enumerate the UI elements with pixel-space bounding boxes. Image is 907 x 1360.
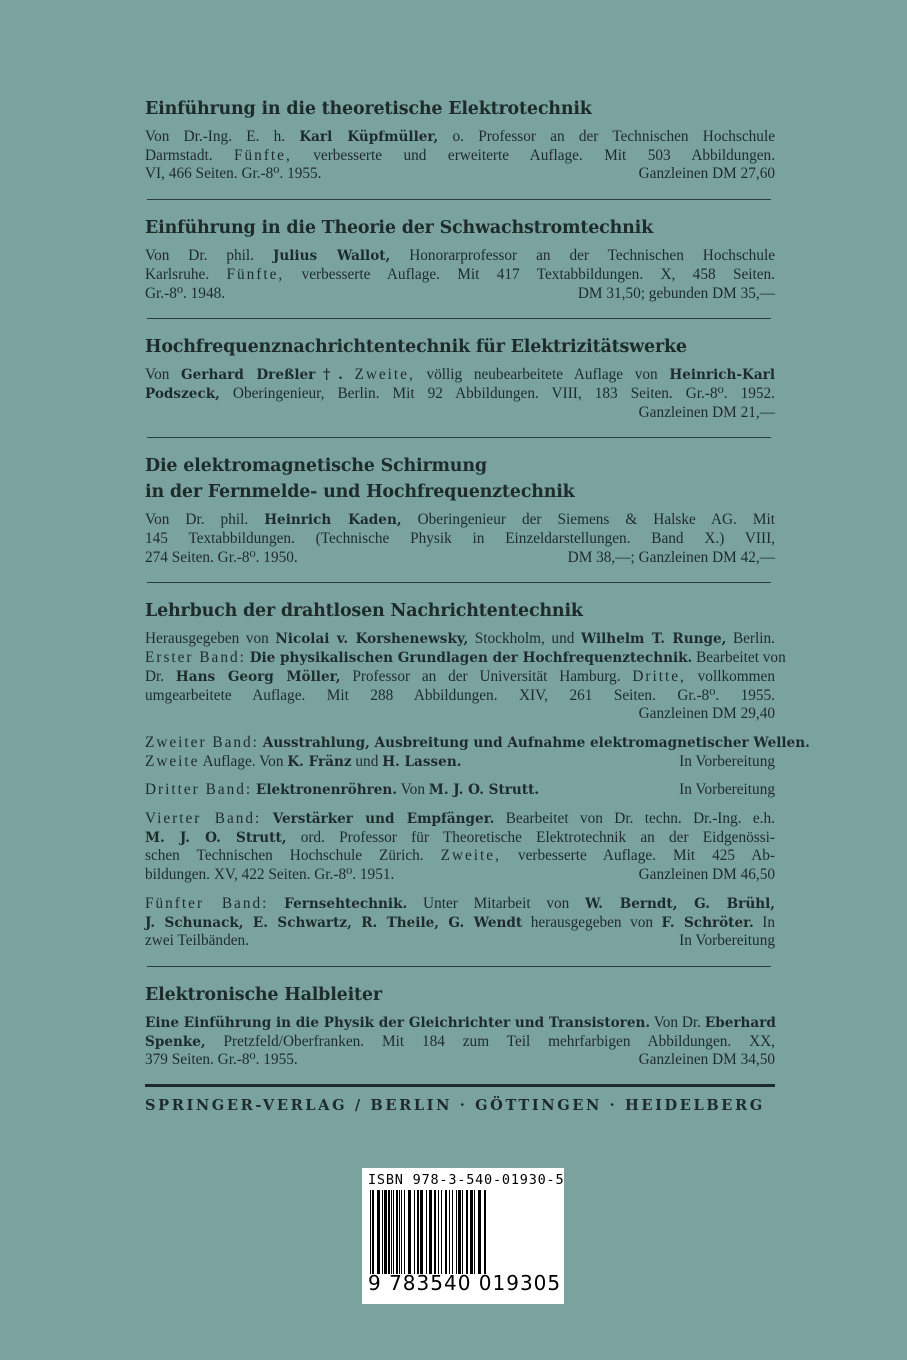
text: o. Professor an der Technischen Hochschule [452,128,775,145]
author-name: Karl Küpfmüller, [299,129,439,145]
text: In [762,913,776,931]
barcode-bar [370,1190,371,1274]
barcode-bars [368,1190,558,1274]
text: völlig neubearbeitete Auflage von [426,366,658,384]
volume-3 [145,781,775,800]
book-title: Die elektromagnetische Schirmung [145,456,487,477]
text: 274 Seiten. Gr.-8⁰. 1950. [145,548,298,566]
text: Herausgegeben von [145,630,269,648]
text: Von [145,366,170,384]
text: Von Dr.-Ing. E. h. [145,128,286,145]
volume-label: Erster Band: [145,649,246,667]
book-entry-lehrbuch [145,598,810,951]
text: Darmstadt. [145,146,213,164]
author-name: Julius Wallot, [272,248,391,265]
author-name: Eberhard [704,1014,776,1031]
volume-title: Verstärker und Empfänger. [272,811,495,828]
book-entry-wallot [145,215,775,303]
barcode-bar [434,1190,436,1274]
barcode-bar [404,1190,405,1274]
divider [147,582,771,583]
author-name: F. Schröter. [661,914,754,931]
barcode-bar [393,1190,394,1274]
barcode-digits: 9 783540 019305 [368,1271,562,1295]
status: In Vorbereitung [679,752,775,770]
barcode-bar [445,1190,447,1274]
text: Von Dr. [653,1013,702,1031]
author-name: Hans Georg Möller, [175,668,341,685]
text: Gr.-8⁰. 1948. [145,284,226,302]
publisher-rule [145,1084,775,1087]
barcode-bar [470,1190,473,1274]
author-name: J. Schunack, E. Schwartz, R. Theile, G. Wendt [145,914,523,931]
barcode-bar [372,1190,374,1274]
barcode-bar [384,1190,387,1274]
divider [147,437,771,438]
book-title: Einführung in die Theorie der Schwachstromtechnik [145,218,654,239]
text: Dr. [145,667,165,685]
divider [147,318,771,319]
barcode-bar [417,1190,419,1274]
text: Unter Mitarbeit von [423,894,570,912]
text: 379 Seiten. Gr.-8⁰. 1955. [145,1051,298,1069]
volume-label: Vierter Band: [145,810,262,828]
volume-2 [145,733,810,771]
text: vollkommen [697,667,775,685]
barcode-bar [466,1190,468,1274]
text: Auflage. Von [202,752,284,770]
volume-title: Ausstrahlung, Ausbreitung und Aufnahme elektromagnetischer Wellen. [262,734,810,751]
text: Von Dr. phil. [145,511,249,529]
text: Von [400,781,425,799]
price: DM 31,50; gebunden DM 35,— [577,284,775,302]
book-list [145,96,810,1115]
book-title: Einführung in die theoretische Elektrotechnik [145,99,592,119]
isbn-label: ISBN 978-3-540-01930-5 [368,1172,565,1188]
book-description [145,1014,775,1070]
book-entry-kaden [145,453,775,567]
edition-label: Dritte, [632,667,686,685]
price: Ganzleinen DM 27,60 [638,165,775,183]
price: DM 38,—; Ganzleinen DM 42,— [567,548,775,566]
book-entry-spenke [145,982,775,1070]
book-title: Lehrbuch der drahtlosen Nachrichtentechnik [145,601,583,622]
text: VI, 466 Seiten. Gr.-8⁰. 1955. [145,165,322,183]
author-name: Heinrich Kaden, [264,512,402,529]
barcode-bar [458,1190,461,1274]
volume-4 [145,810,775,885]
barcode-bar [391,1190,392,1274]
barcode-bar [478,1190,481,1274]
text: zwei Teilbänden. [145,932,249,950]
text: verbesserte Auflage. Mit 425 Ab- [517,847,775,865]
status: In Vorbereitung [679,781,775,799]
barcode-bar [396,1190,398,1274]
book-description [145,128,775,184]
barcode-bar [449,1190,450,1274]
barcode-bar [484,1190,486,1274]
text: verbesserte und erweiterte Auflage. Mit 503 Abbildungen. [313,146,776,164]
book-title: Hochfrequenznachrichtentechnik für Elektrizitätswerke [145,337,687,358]
text: Stockholm, und [474,630,575,648]
price: Ganzleinen DM 21,— [638,403,775,421]
text: Von Dr. phil. [145,247,254,265]
author-name: K. Fränz [287,753,352,770]
divider [147,199,771,200]
barcode-bar [452,1190,453,1274]
text: Pretzfeld/Oberfranken. Mit 184 zum Teil mehrfarbigen Abbildungen. XX, [223,1032,776,1050]
book-title: Elektronische Halbleiter [145,984,382,1005]
author-name: Podszeck, [145,385,220,402]
text: herausgegeben von [530,913,654,931]
author-name: Gerhard Dreßler†. [181,367,343,384]
barcode-bar [408,1190,411,1274]
edition-label: Zweite [145,752,200,770]
text: Professor an der Universität Hamburg. [352,667,621,685]
author-name: H. Lassen. [382,753,462,770]
author-name: Spenke, [145,1033,206,1050]
book-subtitle: Eine Einführung in die Physik der Gleichrichter und Transistoren. [145,1014,651,1031]
text: bildungen. XV, 422 Seiten. Gr.-8⁰. 1951. [145,866,395,884]
text: umgearbeitete Auflage. Mit 288 Abbildungen. XIV, 261 Seiten. Gr.-8⁰. 1955. [145,686,775,704]
text: 145 Textabbildungen. (Technische Physik in Einzeldarstellungen. Band X.) VIII, [145,530,775,548]
author-name: Wilhelm T. Runge, [580,631,727,648]
volume-title: Die physikalischen Grundlagen der Hochfrequenztechnik. [249,650,693,667]
book-entry-dressler [145,334,775,422]
book-subtitle: in der Fernmelde- und Hochfrequenztechnik [145,482,575,503]
edition-label: Zweite, [440,847,501,865]
text: ord. Professor für Theoretische Elektrotechnik an der Eidgenössi- [300,828,775,846]
book-description [145,630,810,951]
book-description [145,366,775,422]
author-name: M. J. O. Strutt. [428,782,540,799]
text: und [355,752,379,770]
author-name: W. Berndt, G. Brühl, [585,895,775,912]
book-entry-kuepfmueller [145,96,775,184]
author-name: Nicolai v. Korshenewsky, [275,631,469,648]
text: Bearbeitet von Dr. techn. Dr.-Ing. e.h. [505,810,775,828]
volume-title: Fernsehtechnik. [284,895,408,912]
isbn-barcode [362,1168,564,1304]
edition-label: Fünfte, [226,265,285,283]
barcode-bar [441,1190,442,1274]
author-name: Heinrich-Karl [669,367,775,384]
text: Berlin. [732,630,775,648]
publisher-imprint: SPRINGER-VERLAG / BERLIN · GÖTTINGEN · HEIDELBERG [145,1097,765,1115]
barcode-bar [474,1190,475,1274]
barcode-bar [401,1190,402,1274]
edition-label: Zweite, [354,366,415,384]
barcode-bar [429,1190,432,1274]
book-description [145,247,775,303]
text: Karlsruhe. [145,265,210,283]
volume-title: Elektronenröhren. [255,782,398,799]
barcode-bar [414,1190,415,1274]
barcode-bar [388,1190,390,1274]
text: schen Technischen Hochschule Zürich. [145,847,424,865]
text: Oberingenieur der Siemens & Halske AG. Mit [417,511,776,529]
barcode-bar [382,1190,383,1274]
edition-label: Fünfte, [234,146,292,164]
text: Oberingenieur, Berlin. Mit 92 Abbildungen. VIII, 183 Seiten. Gr.-8⁰. 1952. [232,384,775,402]
author-name: M. J. O. Strutt, [145,829,287,846]
price: Ganzleinen DM 34,50 [638,1051,775,1069]
barcode-bar [462,1190,463,1274]
status: In Vorbereitung [679,932,775,950]
price: Ganzleinen DM 46,50 [638,866,775,884]
price: Ganzleinen DM 29,40 [638,705,775,723]
volume-label: Dritter Band: [145,781,253,799]
barcode-bar [456,1190,457,1274]
text: verbesserte Auflage. Mit 417 Textabbildungen. X, 458 Seiten. [301,265,776,283]
volume-label: Zweiter Band: [145,733,259,751]
barcode-bar [438,1190,439,1274]
text: Honorarprofessor an der Technischen Hochschule [409,247,776,265]
book-description [145,511,775,567]
volume-5 [145,895,775,951]
barcode-bar [399,1190,400,1274]
divider [147,966,771,967]
barcode-bar [377,1190,380,1274]
barcode-bar [426,1190,427,1274]
text: Bearbeitet von [696,649,786,667]
barcode-bar [420,1190,423,1274]
volume-label: Fünfter Band: [145,894,269,912]
